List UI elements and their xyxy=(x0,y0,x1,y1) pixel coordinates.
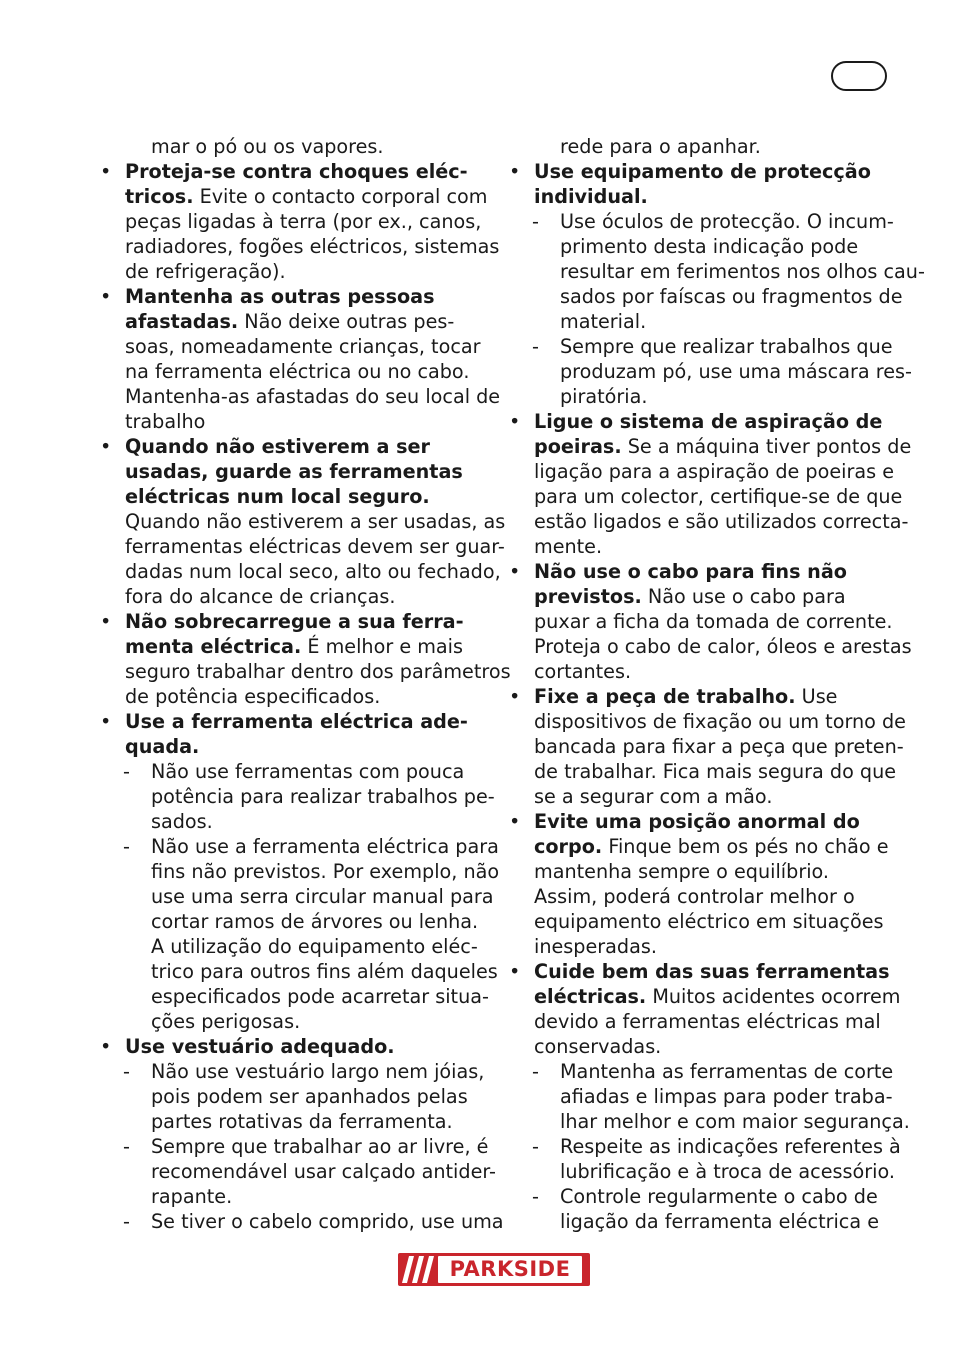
body-text: pois podem ser apanhados pelas xyxy=(151,1085,468,1108)
body-text: fins não previstos. Por exemplo, não xyxy=(151,860,500,883)
body-text: bancada para fixar a peça que preten- xyxy=(534,735,904,758)
text-line xyxy=(98,659,511,684)
body-text: partes rotativas da ferramenta. xyxy=(151,1110,453,1133)
body-text: Proteja o cabo de calor, óleos e arestas xyxy=(534,635,912,658)
text-line xyxy=(507,584,899,609)
dash-item-line xyxy=(98,1209,504,1234)
body-text: fora do alcance de crianças. xyxy=(125,585,396,608)
text-line xyxy=(507,459,899,484)
body-text: se a segurar com a mão. xyxy=(534,785,773,808)
text-line xyxy=(98,959,498,984)
body-text: Evite o contacto corporal com xyxy=(193,185,488,208)
text-line xyxy=(98,934,490,959)
body-text: Use xyxy=(795,685,838,708)
body-text: Sempre que trabalhar ao ar livre, é xyxy=(151,1135,489,1158)
text-line xyxy=(507,634,912,659)
body-text: Não use a ferramenta eléctrica para xyxy=(151,835,499,858)
text-line xyxy=(507,309,899,334)
body-text: piratória. xyxy=(560,385,648,408)
bold-text: Cuide bem das suas ferramentas xyxy=(534,960,890,983)
body-text: Se a máquina tiver pontos de xyxy=(621,435,912,458)
text-line xyxy=(507,984,899,1009)
bullet-line xyxy=(98,159,490,184)
bullet-line xyxy=(98,709,490,734)
bold-text: previstos. xyxy=(534,585,642,608)
text-line xyxy=(507,134,899,159)
body-text: mantenha sempre o equilíbrio. xyxy=(534,860,830,883)
text-line xyxy=(507,759,899,784)
dash-item-line xyxy=(507,209,899,234)
dash-item-line xyxy=(98,759,490,784)
text-line xyxy=(98,509,506,534)
body-text: use uma serra circular manual para xyxy=(151,885,494,908)
text-line xyxy=(98,259,490,284)
body-text: Assim, poderá controlar melhor o xyxy=(534,885,855,908)
bold-text: tricos. xyxy=(125,185,194,208)
bold-text: corpo. xyxy=(534,835,603,858)
text-line xyxy=(98,784,495,809)
bullet-line xyxy=(98,434,490,459)
body-text: especificados pode acarretar situa- xyxy=(151,985,489,1008)
dash-item-line xyxy=(98,1059,490,1084)
body-text: dadas num local seco, alto ou fechado, xyxy=(125,560,501,583)
text-line xyxy=(98,1109,490,1134)
right-column xyxy=(507,134,925,1234)
text-line xyxy=(507,259,925,284)
body-text: Quando não estiverem a ser usadas, as xyxy=(125,510,506,533)
bullet-line xyxy=(507,959,899,984)
bold-text: usadas, guarde as ferramentas xyxy=(125,460,463,483)
text-line xyxy=(507,709,906,734)
text-line xyxy=(507,1084,899,1109)
text-line xyxy=(98,734,490,759)
text-line xyxy=(507,284,903,309)
body-text: É melhor e mais xyxy=(301,635,463,658)
body-text: A utilização do equipamento eléc- xyxy=(151,935,478,958)
text-line xyxy=(98,134,490,159)
bold-text: Proteja-se contra choques eléc- xyxy=(125,160,468,183)
text-line xyxy=(98,909,490,934)
body-text: Não use o cabo para xyxy=(641,585,846,608)
left-column xyxy=(98,134,511,1234)
text-line xyxy=(98,409,490,434)
body-text: afiadas e limpas para poder traba- xyxy=(560,1085,893,1108)
body-text: de trabalhar. Fica mais segura do que xyxy=(534,760,897,783)
text-line xyxy=(507,1109,910,1134)
body-text: cortantes. xyxy=(534,660,632,683)
logo-stripes-icon xyxy=(402,1256,436,1283)
body-text: ligação da ferramenta eléctrica e xyxy=(560,1210,880,1233)
bullet-line xyxy=(507,809,899,834)
body-text: Não use ferramentas com pouca xyxy=(151,760,465,783)
dash-item-line xyxy=(507,1059,899,1084)
text-line xyxy=(98,209,490,234)
text-line xyxy=(507,834,899,859)
logo-wordmark xyxy=(438,1256,582,1283)
body-text: mar o pó ou os vapores. xyxy=(151,135,384,158)
dash-item-line xyxy=(98,1134,490,1159)
bold-text: quada. xyxy=(125,735,200,758)
body-text: Se tiver o cabelo comprido, use uma xyxy=(151,1210,504,1233)
body-text: Mantenha as ferramentas de corte xyxy=(560,1060,894,1083)
dash-item-line xyxy=(507,1184,899,1209)
text-line xyxy=(507,234,899,259)
body-text: soas, nomeadamente crianças, tocar xyxy=(125,335,481,358)
text-line xyxy=(98,1159,496,1184)
text-line xyxy=(507,884,899,909)
body-text: lhar melhor e com maior segurança. xyxy=(560,1110,910,1133)
bold-text: Quando não estiverem a ser xyxy=(125,435,431,458)
text-line xyxy=(507,509,909,534)
text-line xyxy=(507,434,912,459)
body-text: na ferramenta eléctrica ou no cabo. xyxy=(125,360,470,383)
text-line xyxy=(98,234,500,259)
body-text: Use óculos de protecção. O incum- xyxy=(560,210,894,233)
body-text: sados. xyxy=(151,810,213,833)
body-text: Controle regularmente o cabo de xyxy=(560,1185,878,1208)
bullet-line xyxy=(98,609,490,634)
body-text: primento desta indicação pode xyxy=(560,235,859,258)
text-line xyxy=(98,1084,490,1109)
bold-text: afastadas. xyxy=(125,310,239,333)
body-text: estão ligados e são utilizados correcta- xyxy=(534,510,909,533)
text-line xyxy=(98,484,490,509)
body-text: potência para realizar trabalhos pe- xyxy=(151,785,495,808)
text-line xyxy=(98,584,490,609)
body-text: equipamento eléctrico em situações xyxy=(534,910,884,933)
bold-text: Use vestuário adequado. xyxy=(125,1035,395,1058)
body-text: mente. xyxy=(534,535,603,558)
body-text: radiadores, fogões eléctricos, sistemas xyxy=(125,235,500,258)
bold-text: Não sobrecarregue a sua ferra- xyxy=(125,610,464,633)
text-line xyxy=(98,884,494,909)
bullet-line xyxy=(507,409,899,434)
body-text: puxar a ficha da tomada de corrente. xyxy=(534,610,893,633)
text-line xyxy=(98,859,500,884)
text-line xyxy=(507,384,899,409)
body-text: conservadas. xyxy=(534,1035,662,1058)
body-text: Não deixe outras pes- xyxy=(238,310,455,333)
body-text: material. xyxy=(560,310,647,333)
text-line xyxy=(98,1009,490,1034)
bold-text: Use equipamento de protecção xyxy=(534,160,871,183)
text-line xyxy=(507,909,899,934)
body-text: Mantenha-as afastadas do seu local de xyxy=(125,385,501,408)
text-line xyxy=(98,809,490,834)
bold-text: Não use o cabo para fins não xyxy=(534,560,847,583)
bullet-line xyxy=(507,159,899,184)
body-text: trico para outros fins além daqueles xyxy=(151,960,498,983)
dash-item-line xyxy=(507,1134,899,1159)
text-line xyxy=(98,559,501,584)
bold-text: Evite uma posição anormal do xyxy=(534,810,860,833)
body-text: devido a ferramentas eléctricas mal xyxy=(534,1010,881,1033)
bold-text: eléctricas num local seguro. xyxy=(125,485,430,508)
text-line xyxy=(507,1159,899,1184)
body-text: seguro trabalhar dentro dos parâmetros xyxy=(125,660,511,683)
logo-text: PARKSIDE xyxy=(449,1257,571,1281)
text-line xyxy=(98,309,490,334)
text-line xyxy=(507,1009,899,1034)
body-text: produzam pó, use uma máscara res- xyxy=(560,360,912,383)
dash-item-line xyxy=(98,834,499,859)
bold-text: menta eléctrica. xyxy=(125,635,302,658)
body-text: ligação para a aspiração de poeiras e xyxy=(534,460,895,483)
body-text: peças ligadas à terra (por ex., canos, xyxy=(125,210,482,233)
bold-text: individual. xyxy=(534,185,648,208)
body-text: dispositivos de fixação ou um torno de xyxy=(534,710,906,733)
bullet-line xyxy=(507,559,899,584)
text-line xyxy=(507,734,904,759)
body-text: sados por faíscas ou fragmentos de xyxy=(560,285,903,308)
text-line xyxy=(98,359,490,384)
text-line xyxy=(507,359,912,384)
text-line xyxy=(98,534,505,559)
bullet-line xyxy=(98,1034,490,1059)
text-line xyxy=(507,784,899,809)
text-line xyxy=(98,384,501,409)
text-line xyxy=(507,934,899,959)
bold-text: Fixe a peça de trabalho. xyxy=(534,685,796,708)
text-line xyxy=(98,984,490,1009)
text-line xyxy=(98,634,490,659)
body-text: de potência especificados. xyxy=(125,685,381,708)
language-badge xyxy=(831,61,887,91)
body-text: para um colector, certifique-se de que xyxy=(534,485,903,508)
body-text: ções perigosas. xyxy=(151,1010,301,1033)
bold-text: Use a ferramenta eléctrica ade- xyxy=(125,710,468,733)
body-text: Sempre que realizar trabalhos que xyxy=(560,335,893,358)
text-line xyxy=(98,184,490,209)
body-text: Muitos acidentes ocorrem xyxy=(646,985,901,1008)
text-line xyxy=(507,534,899,559)
body-text: inesperadas. xyxy=(534,935,657,958)
text-line xyxy=(507,859,899,884)
body-text: resultar em ferimentos nos olhos cau- xyxy=(560,260,925,283)
body-text: lubrificação e à troca de acessório. xyxy=(560,1160,895,1183)
parkside-logo xyxy=(398,1253,590,1286)
bold-text: poeiras. xyxy=(534,435,622,458)
text-line xyxy=(507,609,899,634)
bullet-line xyxy=(507,684,899,709)
text-line xyxy=(507,659,899,684)
bold-text: eléctricas. xyxy=(534,985,647,1008)
text-line xyxy=(507,184,899,209)
body-text: Finque bem os pés no chão e xyxy=(602,835,889,858)
dash-item-line xyxy=(507,334,899,359)
text-line xyxy=(98,334,490,359)
text-line xyxy=(507,484,903,509)
body-text: rede para o apanhar. xyxy=(560,135,761,158)
body-text: ferramentas eléctricas devem ser guar- xyxy=(125,535,505,558)
text-line xyxy=(98,684,490,709)
body-text: cortar ramos de árvores ou lenha. xyxy=(151,910,479,933)
text-line xyxy=(98,1184,490,1209)
body-text: rapante. xyxy=(151,1185,233,1208)
bold-text: Mantenha as outras pessoas xyxy=(125,285,435,308)
body-text: Respeite as indicações referentes à xyxy=(560,1135,901,1158)
bold-text: Ligue o sistema de aspiração de xyxy=(534,410,883,433)
body-text: recomendável usar calçado antider- xyxy=(151,1160,496,1183)
body-text: Não use vestuário largo nem jóias, xyxy=(151,1060,485,1083)
bullet-line xyxy=(98,284,490,309)
text-line xyxy=(507,1209,899,1234)
body-text: trabalho xyxy=(125,410,206,433)
text-line xyxy=(507,1034,899,1059)
body-text: de refrigeração). xyxy=(125,260,286,283)
text-line xyxy=(98,459,490,484)
